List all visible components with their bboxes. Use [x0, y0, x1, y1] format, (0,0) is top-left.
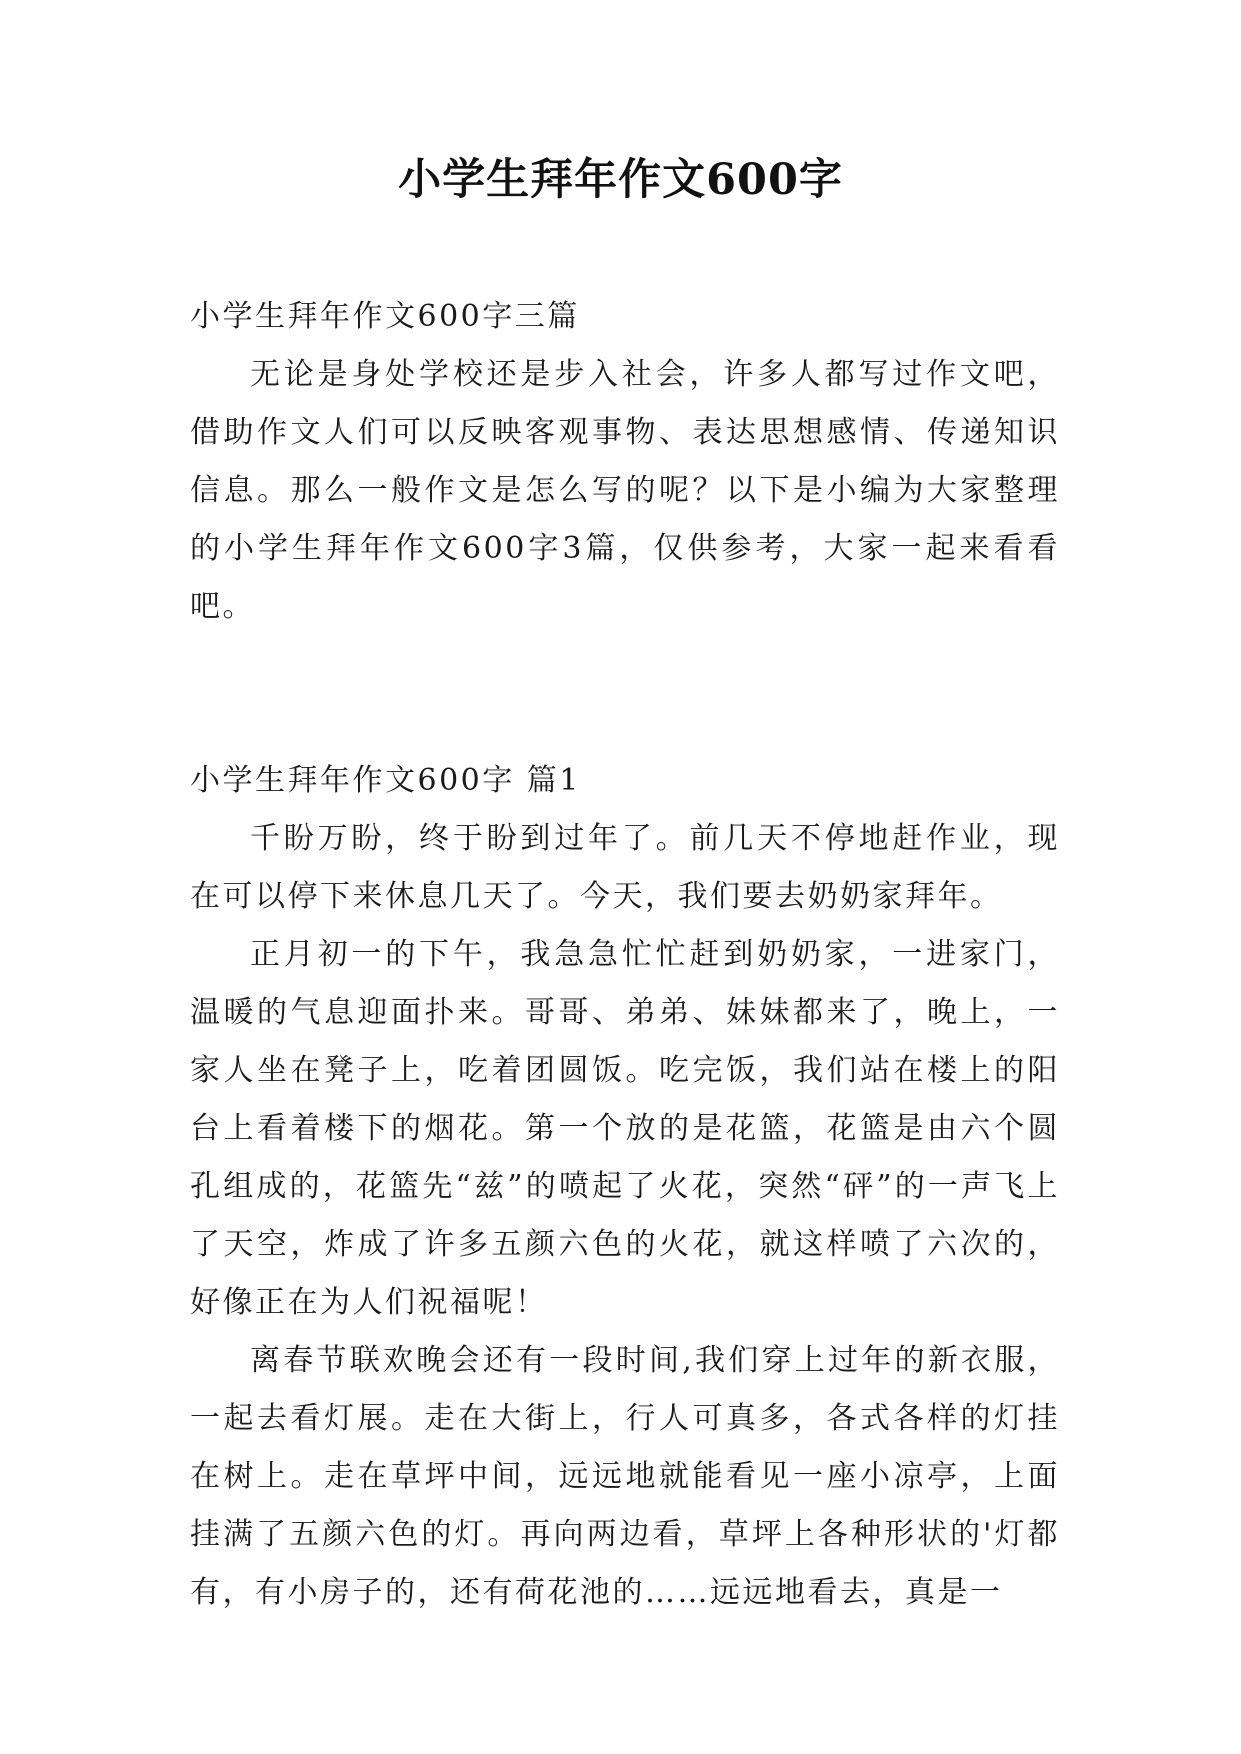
document-body — [190, 288, 1060, 1622]
body-paragraph: 离春节联欢晚会还有一段时间,我们穿上过年的新衣服，一起去看灯展。走在大街上，行人可真多，各式各样的灯挂在树上。走在草坪中间，远远地就能看见一座小凉亭，上面挂满了五颜六色的灯。再向两边看，草坪上各种形状的'灯都有，有小房子的，还有荷花池的……远远地看去，真是一 — [190, 1343, 1060, 1610]
section-heading: 小学生拜年作文600字 篇1 — [190, 763, 581, 798]
body-paragraph: 正月初一的下午，我急急忙忙赶到奶奶家，一进家门，温暖的气息迎面扑来。哥哥、弟弟、妹妹都来了，晚上，一家人坐在凳子上，吃着团圆饭。吃完饭，我们站在楼上的阳台上看着楼下的烟花。第一个放的是花篮，花篮是由六个圆孔组成的，花篮先“兹”的喷起了火花，突然“砰”的一声飞上了天空，炸成了许多五颜六色的火花，就这样喷了六次的，好像正在为人们祝福呢！ — [190, 937, 1060, 1320]
document-title: 小学生拜年作文600字 — [398, 155, 843, 205]
intro-paragraph: 无论是身处学校还是步入社会，许多人都写过作文吧，借助作文人们可以反映客观事物、表达思想感情、传递知识信息。那么一般作文是怎么写的呢？以下是小编为大家整理的小学生拜年作文600字3篇，仅供参考，大家一起来看看吧。 — [190, 357, 1060, 624]
section-spacer — [190, 636, 1060, 752]
intro-heading: 小学生拜年作文600字三篇 — [190, 299, 580, 334]
body-paragraph: 千盼万盼，终于盼到过年了。前几天不停地赶作业，现在可以停下来休息几天了。今天，我们要去奶奶家拜年。 — [190, 821, 1060, 914]
